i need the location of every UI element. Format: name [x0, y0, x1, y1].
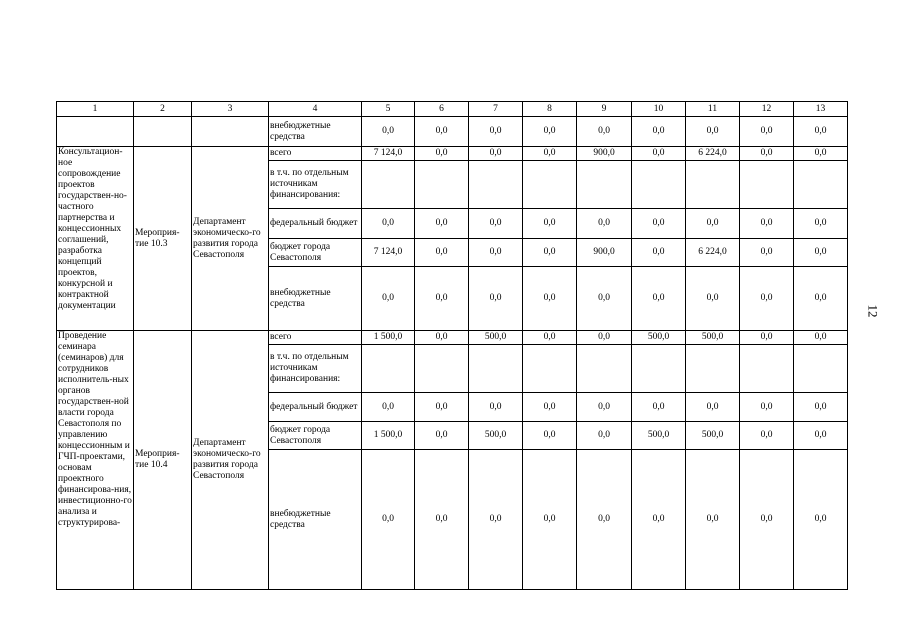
- value-cell: [577, 345, 632, 393]
- value-cell: 0,0: [415, 331, 469, 345]
- value-cell: 0,0: [523, 450, 577, 590]
- value-cell: 6 224,0: [686, 239, 740, 267]
- value-cell: 0,0: [632, 239, 686, 267]
- column-header: 10: [632, 102, 686, 117]
- value-cell: 500,0: [469, 331, 523, 345]
- value-cell: 0,0: [523, 422, 577, 450]
- value-cell: [523, 345, 577, 393]
- page-number: 12: [865, 304, 881, 318]
- column-header: 12: [740, 102, 794, 117]
- value-cell: [577, 161, 632, 209]
- value-cell: 1 500,0: [362, 422, 415, 450]
- value-cell: 0,0: [632, 450, 686, 590]
- value-cell: 0,0: [523, 331, 577, 345]
- value-cell: 0,0: [632, 147, 686, 161]
- value-cell: 0,0: [362, 117, 415, 147]
- executor-cell: Департамент экономическо-го развития города Севастополя: [192, 331, 269, 590]
- value-cell: 0,0: [415, 393, 469, 422]
- value-cell: [632, 161, 686, 209]
- source-cell: бюджет города Севастополя: [269, 239, 362, 267]
- executor-cell: Департамент экономическо-го развития города Севастополя: [192, 147, 269, 331]
- column-header: 5: [362, 102, 415, 117]
- value-cell: 0,0: [686, 393, 740, 422]
- table-row: [57, 147, 848, 161]
- value-cell: 0,0: [794, 331, 848, 345]
- value-cell: 0,0: [577, 267, 632, 331]
- measure-code-cell: [134, 117, 192, 147]
- source-cell: бюджет города Севастополя: [269, 422, 362, 450]
- value-cell: 0,0: [794, 209, 848, 239]
- executor-cell: [192, 117, 269, 147]
- financing-table: [56, 101, 848, 590]
- source-cell: федеральный бюджет: [269, 393, 362, 422]
- value-cell: 0,0: [740, 209, 794, 239]
- column-header: 7: [469, 102, 523, 117]
- value-cell: 0,0: [577, 422, 632, 450]
- column-header: 8: [523, 102, 577, 117]
- value-cell: 0,0: [686, 450, 740, 590]
- measure-name-cell: [57, 117, 134, 147]
- value-cell: [415, 161, 469, 209]
- value-cell: 0,0: [794, 450, 848, 590]
- value-cell: 0,0: [362, 450, 415, 590]
- value-cell: [794, 345, 848, 393]
- value-cell: [523, 161, 577, 209]
- value-cell: 0,0: [686, 117, 740, 147]
- value-cell: 0,0: [794, 239, 848, 267]
- value-cell: 7 124,0: [362, 147, 415, 161]
- value-cell: 0,0: [740, 147, 794, 161]
- measure-code-cell: Мероприя-тие 10.3: [134, 147, 192, 331]
- source-cell: федеральный бюджет: [269, 209, 362, 239]
- value-cell: 0,0: [415, 239, 469, 267]
- value-cell: 0,0: [794, 117, 848, 147]
- value-cell: 0,0: [740, 331, 794, 345]
- value-cell: 0,0: [415, 422, 469, 450]
- value-cell: [632, 345, 686, 393]
- value-cell: 0,0: [469, 117, 523, 147]
- column-header: 1: [57, 102, 134, 117]
- value-cell: 500,0: [632, 422, 686, 450]
- value-cell: [740, 161, 794, 209]
- value-cell: [469, 345, 523, 393]
- column-header: 6: [415, 102, 469, 117]
- measure-name-cell: Проведение семинара (семинаров) для сотрудников исполнитель-ных органов государствен-ной власти города Севастополя по управлению концессионным и ГЧП-проектами, основам проектного финансирова-ния, инвестиционно-го анализа и структурирова-: [57, 331, 134, 590]
- value-cell: 0,0: [523, 393, 577, 422]
- value-cell: 0,0: [523, 117, 577, 147]
- value-cell: 0,0: [577, 450, 632, 590]
- value-cell: 0,0: [469, 239, 523, 267]
- table-row: [57, 331, 848, 345]
- value-cell: 0,0: [632, 267, 686, 331]
- value-cell: 900,0: [577, 239, 632, 267]
- value-cell: 0,0: [686, 267, 740, 331]
- value-cell: 0,0: [794, 147, 848, 161]
- value-cell: 0,0: [469, 209, 523, 239]
- value-cell: 0,0: [740, 267, 794, 331]
- column-header: 11: [686, 102, 740, 117]
- value-cell: 0,0: [469, 450, 523, 590]
- source-cell: в т.ч. по отдельным источникам финансирования:: [269, 345, 362, 393]
- value-cell: 0,0: [794, 393, 848, 422]
- value-cell: 0,0: [362, 393, 415, 422]
- value-cell: [362, 345, 415, 393]
- source-cell: в т.ч. по отдельным источникам финансирования:: [269, 161, 362, 209]
- source-cell: всего: [269, 147, 362, 161]
- column-header: 3: [192, 102, 269, 117]
- column-header: 2: [134, 102, 192, 117]
- value-cell: 0,0: [577, 393, 632, 422]
- value-cell: 0,0: [469, 267, 523, 331]
- measure-code-cell: Мероприя-тие 10.4: [134, 331, 192, 590]
- value-cell: 0,0: [415, 117, 469, 147]
- measure-name-cell: Консультацион-ное сопровождение проектов государствен-но-частного партнерства и концессионных соглашений, разработка концепций проектов, конкурсной и контрактной документации: [57, 147, 134, 331]
- value-cell: 0,0: [740, 239, 794, 267]
- value-cell: 0,0: [469, 393, 523, 422]
- value-cell: 0,0: [577, 331, 632, 345]
- value-cell: [469, 161, 523, 209]
- source-cell: внебюджетные средства: [269, 267, 362, 331]
- value-cell: 0,0: [523, 267, 577, 331]
- value-cell: 0,0: [794, 422, 848, 450]
- table-row: [57, 117, 848, 147]
- value-cell: [794, 161, 848, 209]
- source-cell: внебюджетные средства: [269, 450, 362, 590]
- value-cell: 0,0: [740, 450, 794, 590]
- value-cell: 0,0: [362, 209, 415, 239]
- value-cell: 0,0: [523, 147, 577, 161]
- value-cell: 7 124,0: [362, 239, 415, 267]
- column-number-row: [57, 102, 848, 117]
- value-cell: 500,0: [469, 422, 523, 450]
- value-cell: 0,0: [469, 147, 523, 161]
- source-cell: всего: [269, 331, 362, 345]
- value-cell: 0,0: [362, 267, 415, 331]
- value-cell: 500,0: [686, 422, 740, 450]
- value-cell: 900,0: [577, 147, 632, 161]
- value-cell: 0,0: [415, 147, 469, 161]
- value-cell: 0,0: [794, 267, 848, 331]
- value-cell: 0,0: [686, 209, 740, 239]
- value-cell: 6 224,0: [686, 147, 740, 161]
- value-cell: 0,0: [523, 239, 577, 267]
- value-cell: 0,0: [415, 209, 469, 239]
- source-cell: внебюджетные средства: [269, 117, 362, 147]
- value-cell: [686, 161, 740, 209]
- value-cell: 0,0: [415, 450, 469, 590]
- value-cell: 0,0: [740, 393, 794, 422]
- column-header: 9: [577, 102, 632, 117]
- value-cell: 0,0: [632, 117, 686, 147]
- value-cell: [415, 345, 469, 393]
- value-cell: 0,0: [415, 267, 469, 331]
- value-cell: 0,0: [740, 422, 794, 450]
- value-cell: 0,0: [740, 117, 794, 147]
- value-cell: 0,0: [577, 117, 632, 147]
- value-cell: 500,0: [632, 331, 686, 345]
- column-header: 4: [269, 102, 362, 117]
- value-cell: 0,0: [632, 393, 686, 422]
- value-cell: [362, 161, 415, 209]
- value-cell: 0,0: [523, 209, 577, 239]
- value-cell: 500,0: [686, 331, 740, 345]
- value-cell: 1 500,0: [362, 331, 415, 345]
- value-cell: [686, 345, 740, 393]
- value-cell: 0,0: [577, 209, 632, 239]
- value-cell: [740, 345, 794, 393]
- column-header: 13: [794, 102, 848, 117]
- value-cell: 0,0: [632, 209, 686, 239]
